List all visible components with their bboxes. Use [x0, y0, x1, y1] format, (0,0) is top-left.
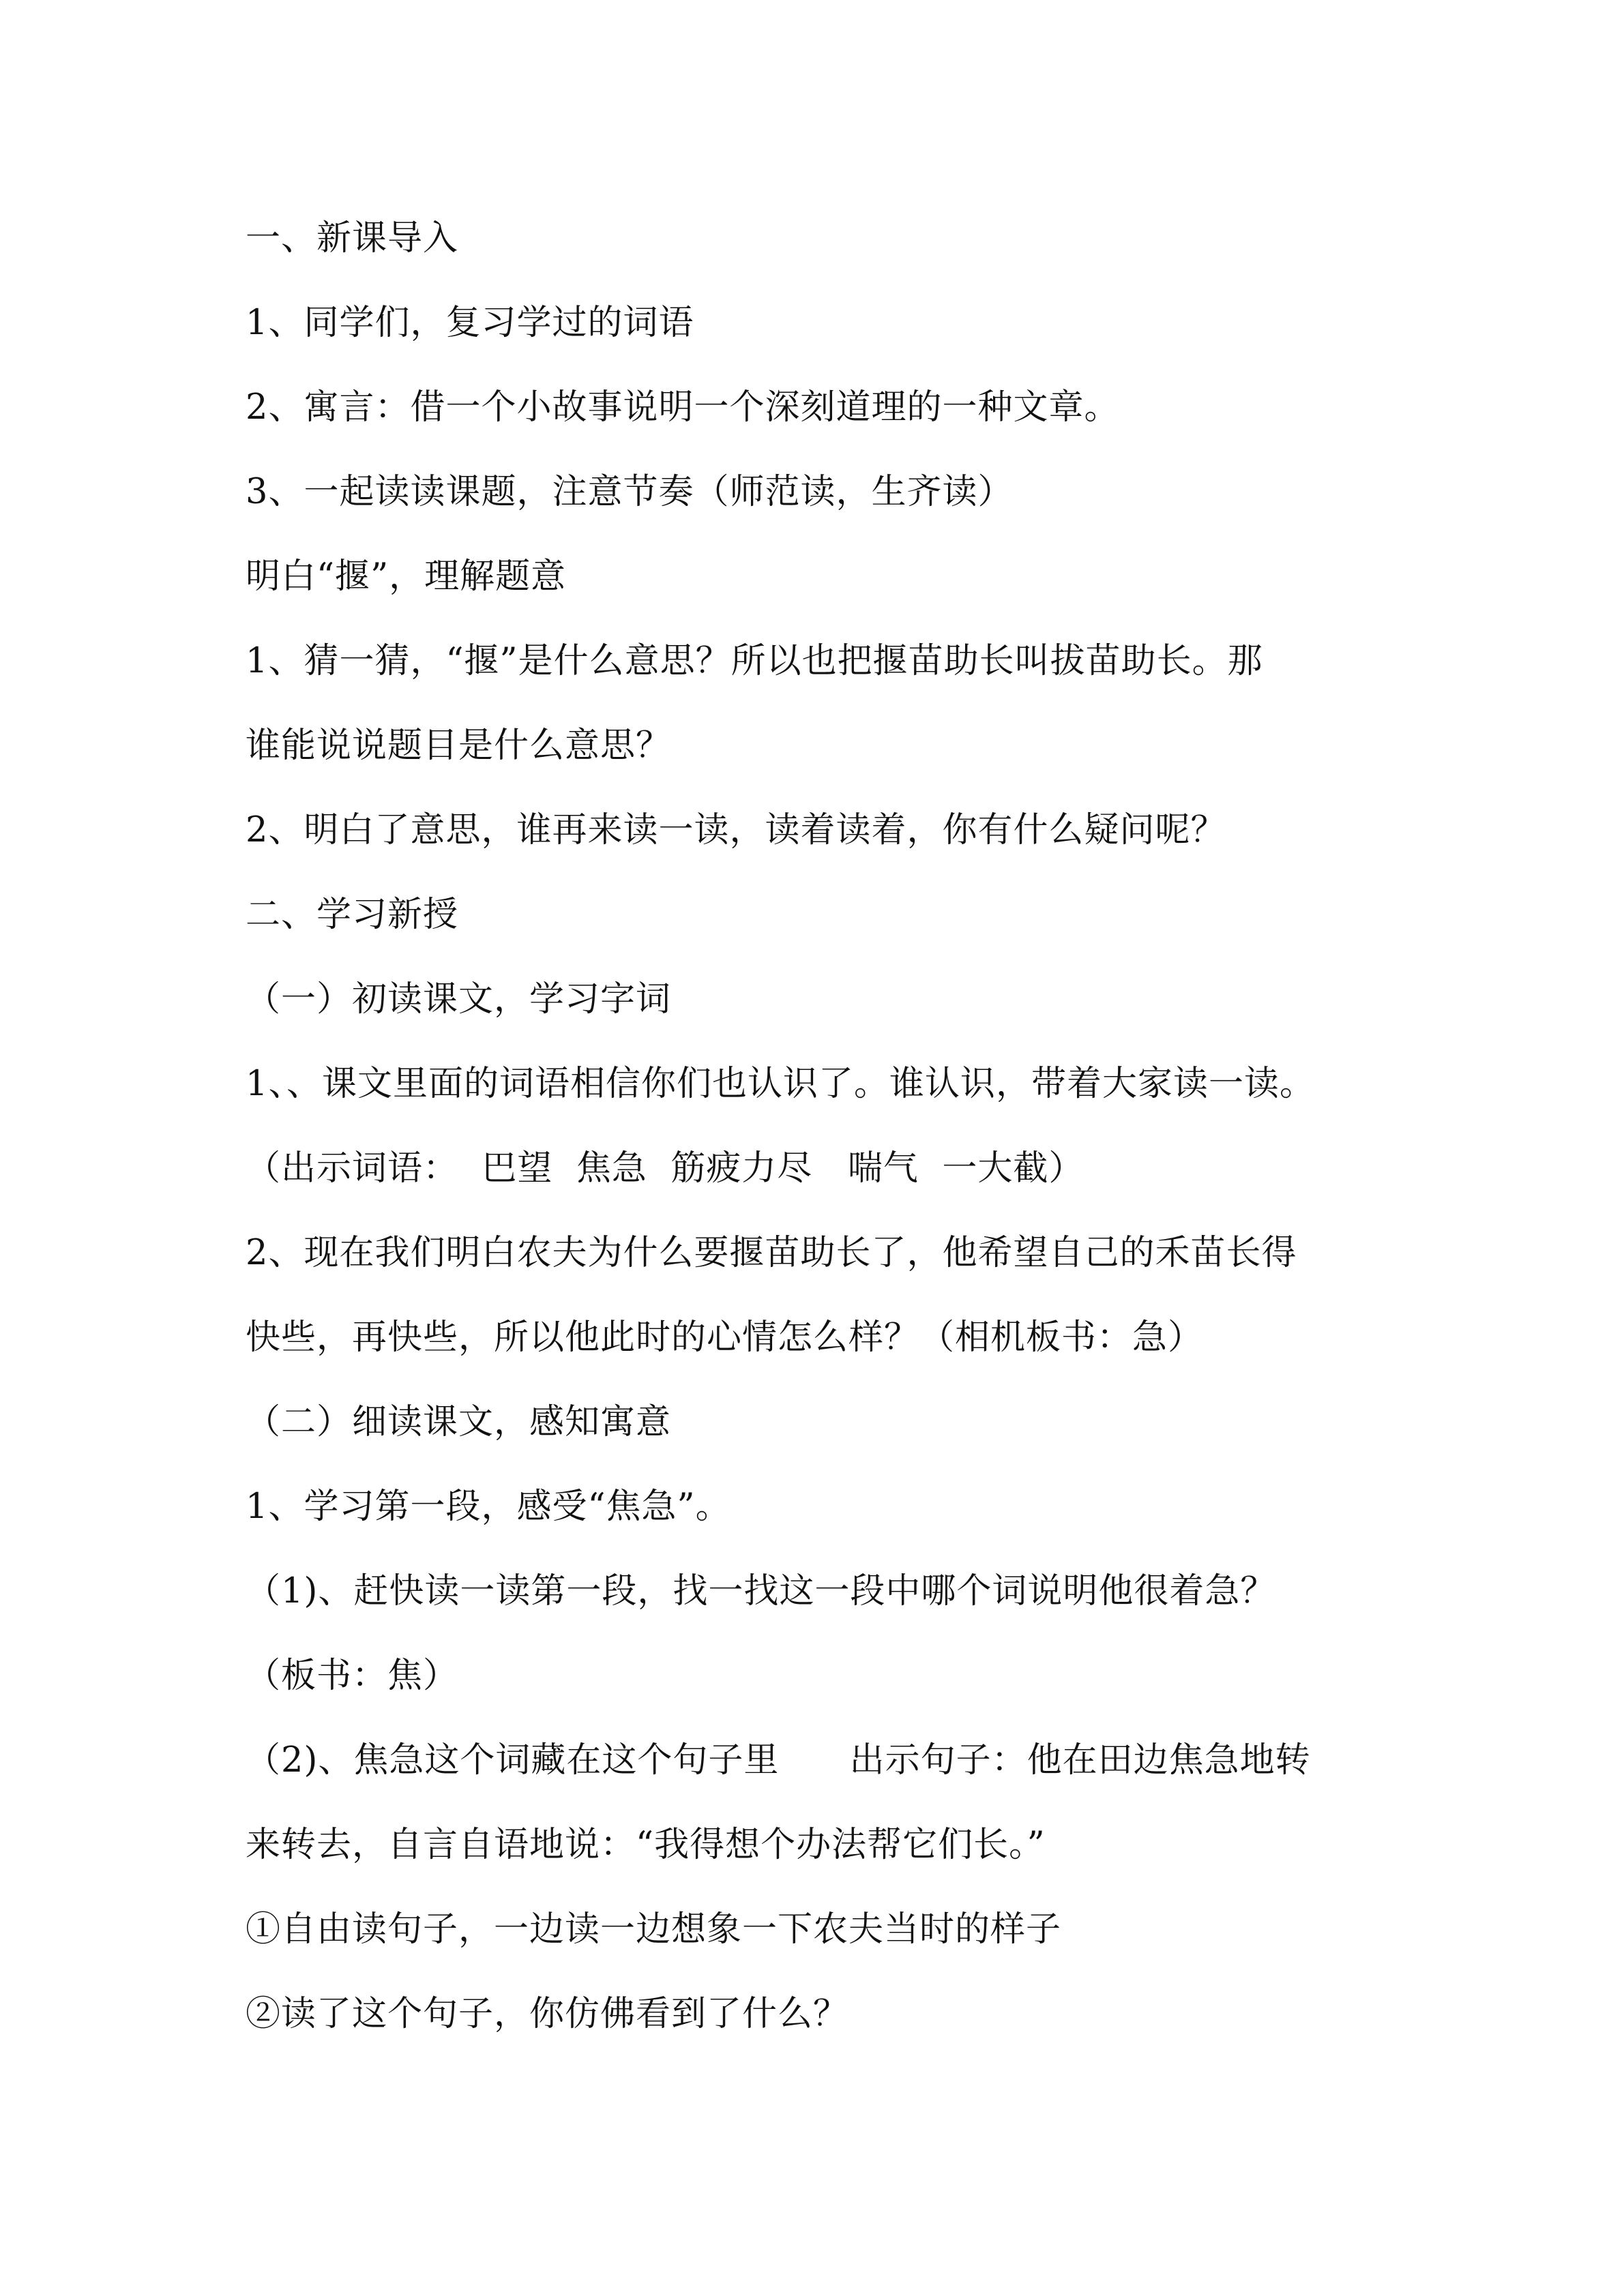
paragraph-line: 1、学习第一段，感受“焦急”。 — [246, 1487, 731, 1527]
paragraph-line: 2、现在我们明白农夫为什么要揠苗助长了，他希望自己的禾苗长得 — [246, 1233, 1297, 1273]
paragraph-line: （板书：焦） — [246, 1656, 459, 1696]
paragraph-line: ①自由读句子，一边读一边想象一下农夫当时的样子 — [246, 1909, 1062, 1950]
paragraph-line: 3、一起读读课题，注意节奏（师范读，生齐读） — [246, 472, 1014, 512]
paragraph-line: 1、猜一猜，“揠”是什么意思？所以也把揠苗助长叫拔苗助长。那 — [246, 641, 1263, 681]
paragraph-line: 2、寓言：借一个小故事说明一个深刻道理的一种文章。 — [246, 387, 1120, 428]
paragraph-line: （2)、焦急这个词藏在这个句子里 出示句子：他在田边焦急地转 — [246, 1740, 1311, 1780]
paragraph-line: 1、同学们，复习学过的词语 — [246, 303, 694, 343]
subheading-close-reading: （二）细读课文，感知寓意 — [246, 1402, 672, 1442]
paragraph-line: ②读了这个句子，你仿佛看到了什么？ — [246, 1994, 849, 2034]
paragraph-line: 快些，再快些，所以他此时的心情怎么样？（相机板书：急） — [246, 1317, 1204, 1358]
paragraph-line: 明白“揠”，理解题意 — [246, 556, 567, 597]
document-body — [246, 211, 1405, 2072]
paragraph-line: 来转去，自言自语地说：“我得想个办法帮它们长。” — [246, 1825, 1046, 1865]
paragraph-line: 谁能说说题目是什么意思？ — [246, 726, 672, 766]
paragraph-line: 1、、课文里面的词语相信你们也认识了。谁认识，带着大家读一读。 — [246, 1064, 1315, 1104]
paragraph-line: （1)、赶快读一读第一段，找一找这一段中哪个词说明他很着急？ — [246, 1571, 1276, 1611]
paragraph-line: 2、明白了意思，谁再来读一读，读着读着，你有什么疑问呢？ — [246, 810, 1226, 850]
heading-new-learning: 二、学习新授 — [246, 895, 459, 935]
vocabulary-list: （出示词语： 巴望 焦急 筋疲力尽 喘气 一大截） — [246, 1148, 1084, 1189]
heading-new-lesson-intro: 一、新课导入 — [246, 218, 459, 258]
subheading-first-reading: （一）初读课文，学习字词 — [246, 979, 672, 1019]
